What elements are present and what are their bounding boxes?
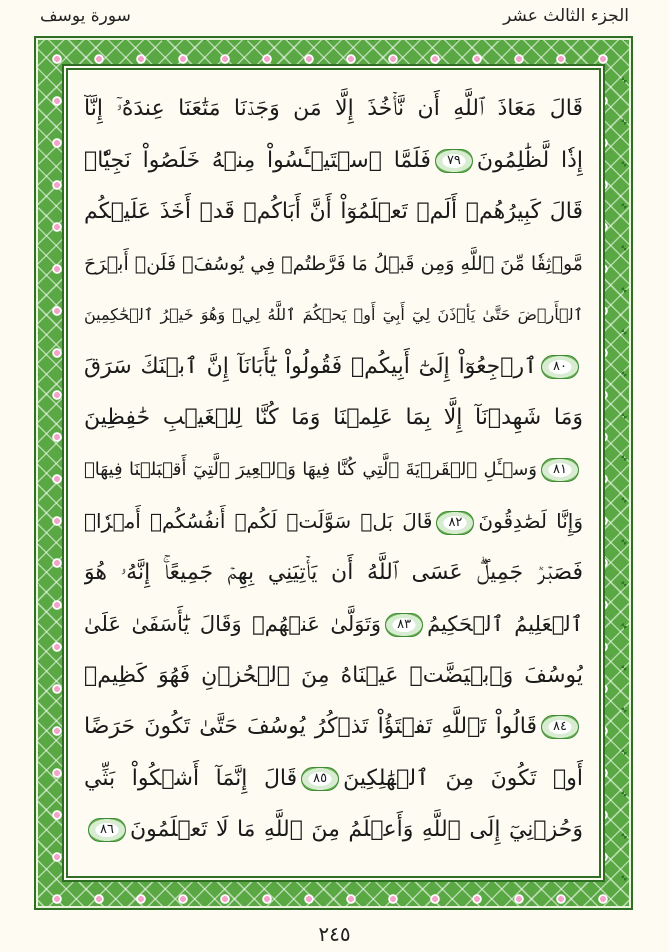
verse-text: قَالَ كَبِيرُهُمۡ أَلَمۡ تَعۡلَمُوٓاْ أَنَّ أَبَاكُمۡ قَدۡ أَخَذَ عَلَيۡكُم <box>84 199 583 224</box>
verse-text: ٱرۡجِعُوٓاْ إِلَىٰٓ أَبِيكُمۡ فَقُولُواْ يَٰٓأَبَانَآ إِنَّ ٱبۡنَكَ سَرَقَ <box>84 353 537 379</box>
text-line <box>84 599 583 649</box>
verse-text: وَتَوَلَّىٰ عَنۡهُمۡ وَقَالَ يَٰٓأَسَفَىٰ عَلَىٰ <box>84 612 382 636</box>
verse-text: وَسۡـَٔلِ ٱلۡقَرۡيَةَ ٱلَّتِي كُنَّا فِيهَا وَٱلۡعِيرَ ٱلَّتِيٓ أَقۡبَلۡنَا فِيهَاۖ <box>84 458 537 480</box>
verse-text: مَّوۡثِقٗا مِّنَ ٱللَّهِ وَمِن قَبۡلُ مَا فَرَّطتُمۡ فِي يُوسُفَۖ فَلَنۡ أَبۡرَحَ <box>84 252 583 275</box>
text-line <box>84 187 583 237</box>
verse-text: يُوسُفَ وَٱبۡيَضَّتۡ عَيۡنَاهُ مِنَ ٱلۡحُزۡنِ فَهُوَ كَظِيمٞ <box>84 662 583 688</box>
page-header <box>40 4 629 32</box>
verse-text: وَمَا شَهِدۡنَآ إِلَّا بِمَا عَلِمۡنَا وَمَا كُنَّا لِلۡغَيۡبِ حَٰفِظِينَ <box>84 405 583 430</box>
verse-text: وَحُزۡنِيٓ إِلَى ٱللَّهِ وَأَعۡلَمُ مِنَ ٱللَّهِ مَا لَا تَعۡلَمُونَ <box>130 817 583 842</box>
text-line <box>84 84 583 134</box>
text-line <box>84 805 583 855</box>
surah-title: سورة يوسف <box>40 6 131 26</box>
verse-text: ٱلۡأَرۡضَ حَتَّىٰ يَأۡذَنَ لِيٓ أَبِيٓ أَوۡ يَحۡكُمَ ٱللَّهُ لِيۖ وَهُوَ خَيۡرُ ٱلۡحَٰكِمِينَ <box>84 305 583 324</box>
text-line <box>84 548 583 598</box>
ayah-number-marker: ٨٠ <box>541 355 579 379</box>
quran-text <box>84 84 583 862</box>
verse-text: فَلَمَّا ٱسۡتَيۡـَٔسُواْ مِنۡهُ خَلَصُواْ نَجِيّٗاۖ <box>84 147 431 173</box>
text-line <box>84 702 583 752</box>
ayah-number-marker: ٨٦ <box>88 818 126 842</box>
ornamental-frame <box>34 36 633 910</box>
verse-text: أَوۡ تَكُونَ مِنَ ٱلۡهَٰلِكِينَ <box>343 765 583 791</box>
juz-title: الجزء الثالث عشر <box>503 6 629 26</box>
text-line <box>84 136 583 186</box>
verse-text: ٱلۡعَلِيمُ ٱلۡحَكِيمُ <box>427 612 583 636</box>
text-line <box>84 651 583 701</box>
ayah-number-marker: ٧٩ <box>435 149 473 173</box>
verse-text: وَإِنَّا لَصَٰدِقُونَ <box>478 509 583 533</box>
ayah-number-marker: ٨٤ <box>541 715 579 739</box>
ayah-number-marker: ٨١ <box>541 458 579 482</box>
text-line <box>84 445 583 495</box>
text-line <box>84 342 583 392</box>
text-panel <box>66 68 601 878</box>
page-number: ٢٤٥ <box>318 922 351 946</box>
verse-text: قَالَ مَعَاذَ ٱللَّهِ أَن نَّأۡخُذَ إِلَّا مَن وَجَدۡنَا مَتَٰعَنَا عِندَهُۥٓ إِنَّآ <box>84 96 583 121</box>
text-line <box>84 290 583 340</box>
verse-text: قَالَ بَلۡ سَوَّلَتۡ لَكُمۡ أَنفُسُكُمۡ أَمۡرٗاۖ <box>84 509 433 533</box>
ayah-number-marker: ٨٣ <box>385 613 423 637</box>
verse-text: إِذٗا لَّظَٰلِمُونَ <box>476 147 583 173</box>
ayah-number-marker: ٨٢ <box>436 511 474 535</box>
text-line <box>84 239 583 289</box>
text-line <box>84 754 583 804</box>
ayah-number-marker: ٨٥ <box>301 767 339 791</box>
text-line <box>84 393 583 443</box>
verse-text: فَصَبۡرٞ جَمِيلٌۖ عَسَى ٱللَّهُ أَن يَأۡتِيَنِي بِهِمۡ جَمِيعًاۚ إِنَّهُۥ هُوَ <box>84 559 583 585</box>
verse-text: قَالُواْ تَٱللَّهِ تَفۡتَؤُاْ تَذۡكُرُ يُوسُفَ حَتَّىٰ تَكُونَ حَرَضًا <box>84 714 537 739</box>
text-line <box>84 496 583 546</box>
verse-text: قَالَ إِنَّمَآ أَشۡكُواْ بَثِّي <box>84 765 298 791</box>
